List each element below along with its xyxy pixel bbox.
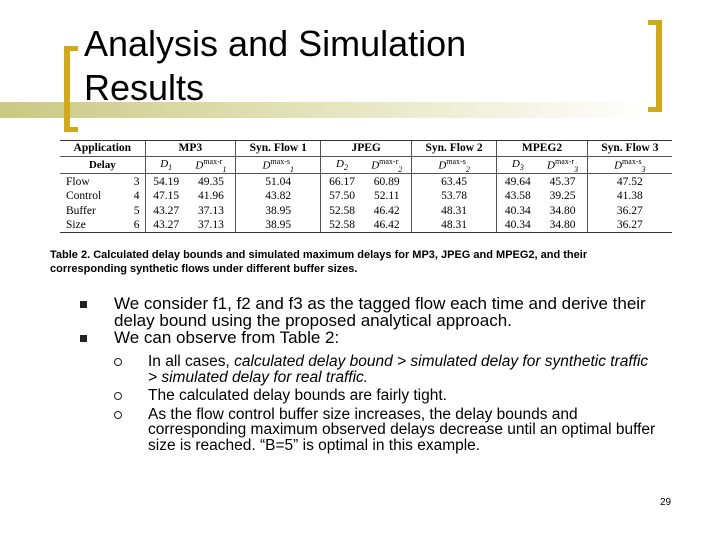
left-bracket-decoration [64,46,78,132]
table-row [60,218,672,233]
table-cell: 39.25 [549,190,576,203]
table-cell: 48.31 [411,218,496,233]
table-caption [50,248,700,276]
title-line-2: Results [84,67,205,108]
row-buffer-size: 5 [133,204,140,217]
sub-bullet-item [114,388,660,404]
table-cell: 52.11 [374,190,400,203]
table-cell: 43.58 [497,189,539,204]
sub-bullet-item [114,407,660,454]
header-application: Application [60,141,145,157]
sub-bullet-text: As the flow control buffer size increases, the delay bounds and corresponding maximum observed delays decrease until an optimal buffer size is reached. “B=5” is optimal in this example. [148,405,656,454]
table-row [60,189,672,204]
circle-bullet-icon [114,411,122,419]
slide-title [84,22,466,110]
subheader-cell: $D^{max-r}_3$ [538,156,587,174]
header-jpeg: JPEG [321,141,411,157]
table-cell: 49.35 [197,175,224,188]
bullet-item [80,295,660,329]
table-cell: 52.58 [321,218,363,233]
table-cell: 40.34 [497,218,539,233]
table-cell: 48.31 [411,203,496,218]
table-cell: 38.95 [236,218,321,233]
sub-bullet-list [114,354,660,453]
row-label: Buffer [66,204,96,217]
table-cell: 57.50 [321,189,363,204]
table-cell: 53.78 [411,189,496,204]
caption-line-2: corresponding synthetic flows under different buffer sizes. [50,263,358,275]
table-cell: 34.80 [549,204,576,217]
title-line-1: Analysis and Simulation [84,23,467,64]
table-cell: 37.13 [197,204,224,217]
table-cell: 34.80 [538,218,587,233]
right-bracket-decoration [648,20,662,112]
table-cell: 43.82 [236,189,321,204]
circle-bullet-icon [114,358,122,366]
subheader-cell: $D^{max-r}_1$ [187,156,236,174]
row-label: Control [66,190,102,203]
row-label: Flow [66,175,90,188]
table-cell: 37.13 [187,218,236,233]
table-header-row [60,141,672,157]
sub-bullet-text-plain: In all cases, [148,353,235,370]
row-buffer-size: 6 [129,218,145,233]
table-cell: 49.64 [497,174,539,189]
table-cell: 54.19 [145,174,187,189]
row-buffer-size: 3 [133,175,140,188]
table-cell: 43.27 [145,203,187,218]
page-number: 29 [660,497,672,508]
sub-bullet-text: The calculated delay bounds are fairly tight. [148,387,447,404]
header-delay: Delay [60,156,145,174]
results-table [60,140,672,233]
table-cell: 66.17 [321,174,363,189]
table-cell: 38.95 [236,203,321,218]
header-mp3: MP3 [145,141,235,157]
bullet-text: We consider f1, f2 and f3 as the tagged flow each time and derive their delay bound using the proposed analytical approach. [114,294,646,330]
subheader-cell: $D^{max-s}_2$ [411,156,496,174]
table-cell: 51.04 [236,174,321,189]
table-cell: 46.42 [373,204,400,217]
sub-bullet-text-italic: calculated delay bound > simulated delay for synthetic traffic > simulated delay for real traffic. [148,353,649,386]
table-cell: 43.27 [145,218,187,233]
table-cell: 36.27 [587,218,672,233]
header-syn-flow-2: Syn. Flow 2 [411,141,496,157]
table-row [60,203,672,218]
header-mpeg2: MPEG2 [497,141,587,157]
table-cell: 47.15 [145,189,187,204]
table-cell: 63.45 [411,174,496,189]
subheader-cell: $D_3$ [497,156,539,174]
table-cell: 36.27 [587,203,672,218]
circle-bullet-icon [114,392,122,400]
bullet-list [80,295,660,456]
row-label: Size [60,218,129,233]
bullet-text: We can observe from Table 2: [114,328,340,347]
subheader-cell: $D_1$ [145,156,187,174]
caption-line-1: Table 2. Calculated delay bounds and simulated maximum delays for MP3, JPEG and MPEG2, and their [50,249,588,261]
table-cell: 47.52 [587,174,672,189]
table-cell: 41.38 [587,189,672,204]
bullet-item [80,329,660,453]
table-cell: 45.37 [549,175,576,188]
row-buffer-size: 4 [133,190,140,203]
subheader-cell: $D_2$ [321,156,363,174]
table-cell: 52.58 [321,203,363,218]
subheader-cell: $D^{max-s}_3$ [587,156,672,174]
table-row [60,174,672,189]
subheader-cell: $D^{max-r}_2$ [363,156,412,174]
header-syn-flow-1: Syn. Flow 1 [236,141,321,157]
table-cell: 40.34 [497,203,539,218]
sub-bullet-item [114,354,660,385]
table-cell: 46.42 [363,218,412,233]
subheader-cell: $D^{max-s}_1$ [236,156,321,174]
table-cell: 41.96 [197,190,224,203]
table-cell: 60.89 [373,175,400,188]
square-bullet-icon [80,335,87,342]
table-subheader-row [60,156,672,174]
square-bullet-icon [80,301,87,308]
header-syn-flow-3: Syn. Flow 3 [587,141,672,157]
